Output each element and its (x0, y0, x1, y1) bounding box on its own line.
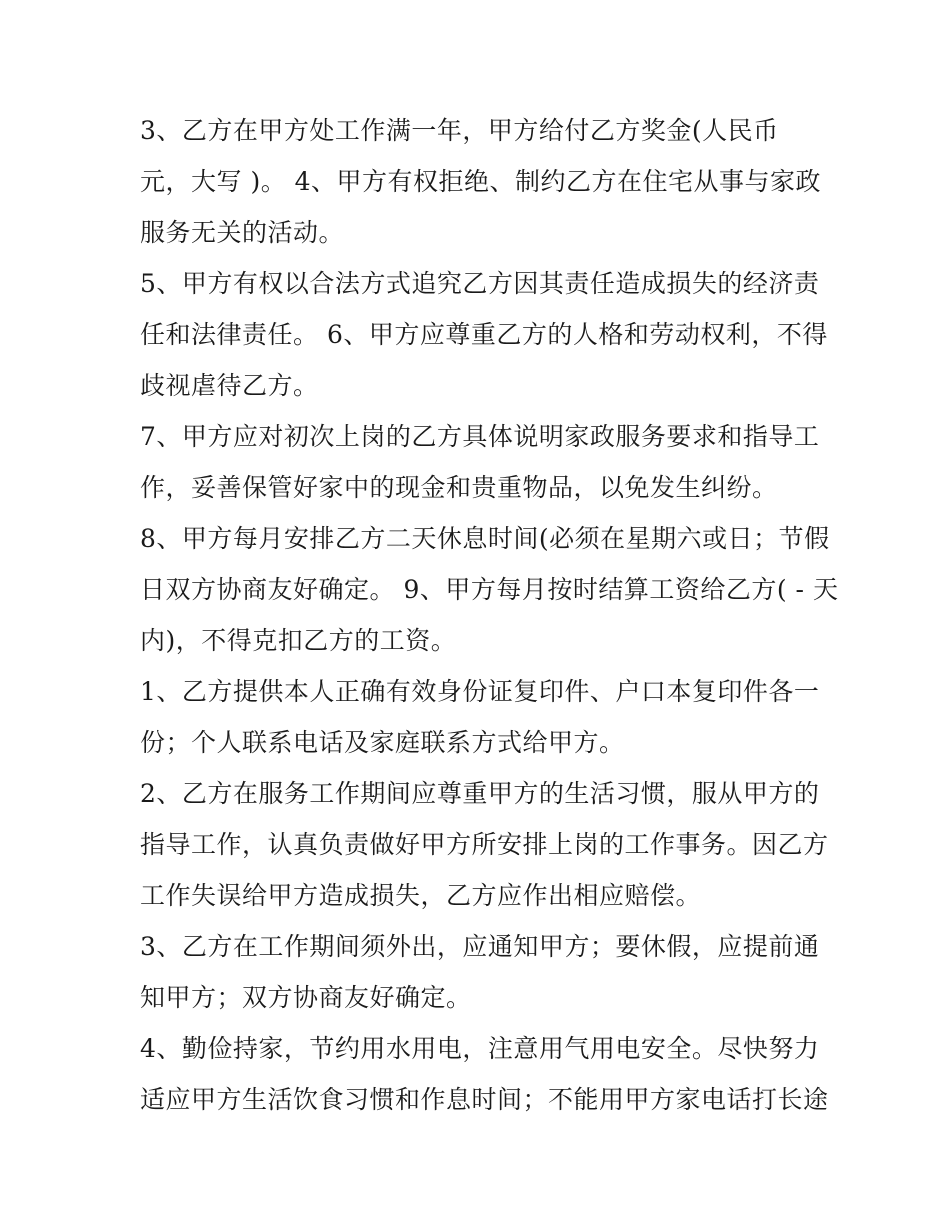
paragraph-employer-bonus (140, 105, 820, 258)
text-line: 适应甲方生活饮食习惯和作息时间；不能用甲方家电话打长途 (140, 1085, 829, 1114)
text-line: 任和法律责任。 6、甲方应尊重乙方的人格和劳动权利，不得 (140, 320, 828, 349)
text-line: 指导工作，认真负责做好甲方所安排上岗的工作事务。因乙方 (140, 830, 829, 859)
paragraph-employer-liability (140, 258, 828, 411)
document-body (140, 105, 839, 1125)
text-line: 3、乙方在工作期间须外出，应通知甲方；要休假，应提前通 (140, 932, 820, 961)
paragraph-employer-guidance (140, 411, 820, 513)
text-line: 作，妥善保管好家中的现金和贵重物品，以免发生纠纷。 (140, 473, 778, 502)
paragraph-employee-thrift (140, 1023, 829, 1125)
text-line: 份；个人联系电话及家庭联系方式给甲方。 (140, 728, 625, 757)
text-line: 4、勤俭持家，节约用水用电，注意用气用电安全。尽快努力 (140, 1034, 820, 1063)
text-line: 元，大写 )。 4、甲方有权拒绝、制约乙方在住宅从事与家政 (140, 167, 822, 196)
text-line: 2、乙方在服务工作期间应尊重甲方的生活习惯，服从甲方的 (140, 779, 820, 808)
text-line: 内)，不得克扣乙方的工资。 (140, 626, 457, 655)
text-line: 知甲方；双方协商友好确定。 (140, 983, 472, 1012)
text-line: 歧视虐待乙方。 (140, 371, 319, 400)
text-line: 5、甲方有权以合法方式追究乙方因其责任造成损失的经济责 (140, 269, 820, 298)
text-line: 服务无关的活动。 (140, 218, 345, 247)
paragraph-employer-rest-days (140, 513, 839, 666)
text-line: 3、乙方在甲方处工作满一年，甲方给付乙方奖金(人民币 (140, 116, 779, 145)
paragraph-employee-leave (140, 921, 820, 1023)
paragraph-employee-conduct (140, 768, 829, 921)
text-line: 工作失误给甲方造成损失，乙方应作出相应赔偿。 (140, 881, 702, 910)
text-line: 日双方协商友好确定。 9、甲方每月按时结算工资给乙方( - 天 (140, 575, 839, 604)
text-line: 1、乙方提供本人正确有效身份证复印件、户口本复印件各一 (140, 677, 820, 706)
text-line: 7、甲方应对初次上岗的乙方具体说明家政服务要求和指导工 (140, 422, 820, 451)
text-line: 8、甲方每月安排乙方二天休息时间(必须在星期六或日；节假 (140, 524, 830, 553)
paragraph-employee-id-documents (140, 666, 820, 768)
